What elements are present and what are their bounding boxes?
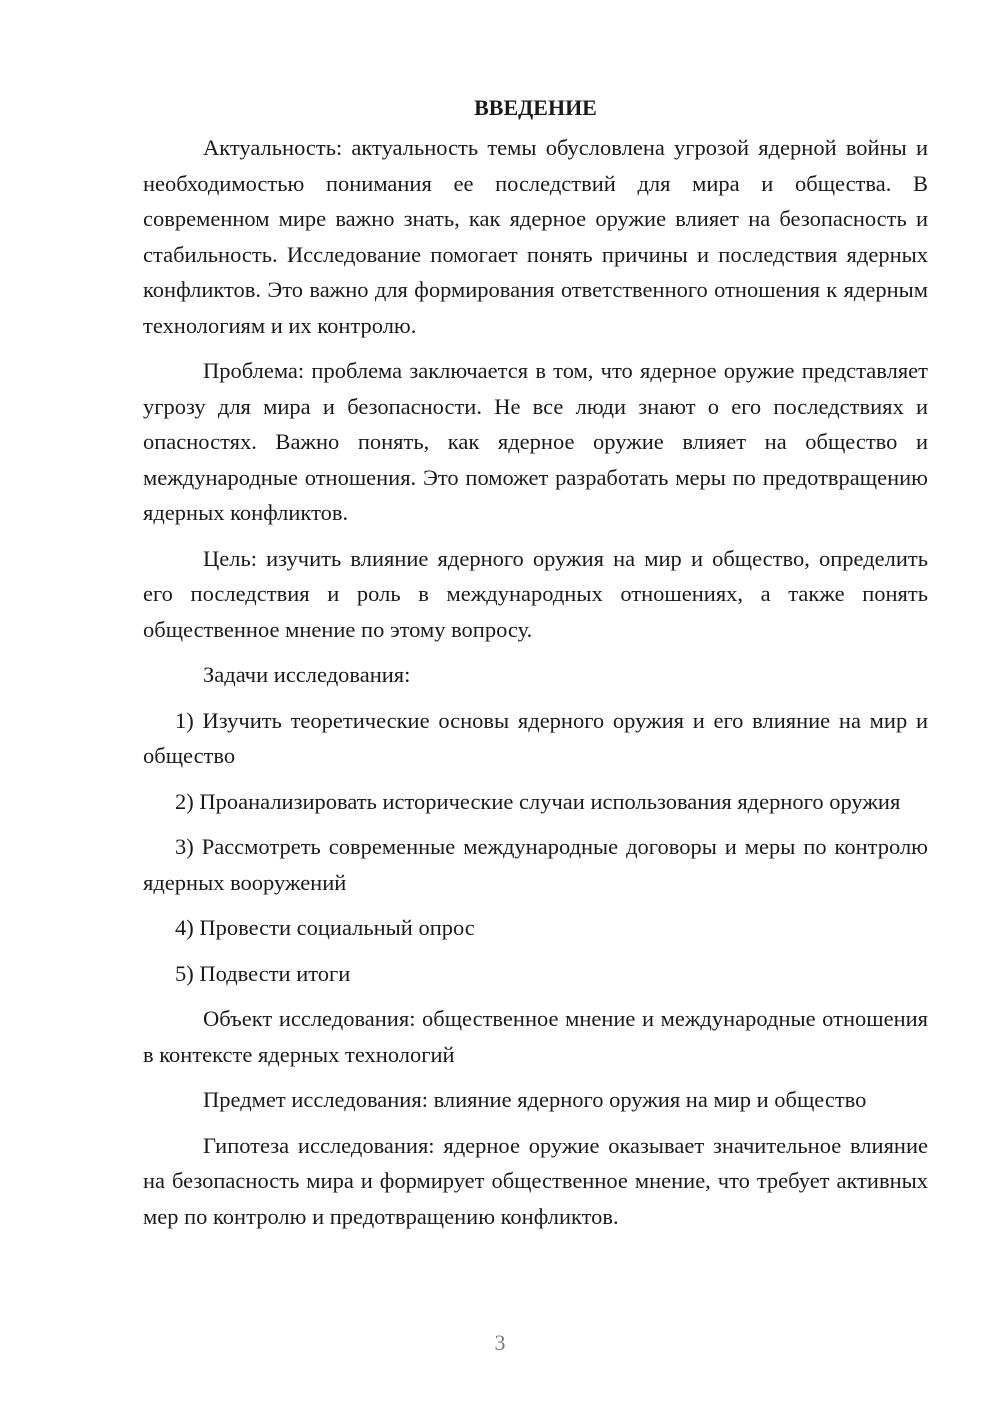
paragraph-hypothesis: Гипотеза исследования: ядерное оружие оказывает значительное влияние на безопасность мира и формирует общественное мнение, что требует активных мер по контролю и предотвращению конфликтов. xyxy=(143,1132,928,1229)
paragraph-relevance: Актуальность: актуальность темы обусловлена угрозой ядерной войны и необходимостью понимания ее последствий для мира и общества. В современном мире важно знать, как ядерное оружие влияет на безопасность и стабильность. Исследование помогает понять причины и последствия ядерных конфликтов. Это важно для формирования ответственного отношения к ядерным технологиям и их контролю. xyxy=(143,135,928,338)
paragraph-goal: Цель: изучить влияние ядерного оружия на мир и общество, определить его последствия и роль в международных отношениях, а также понять общественное мнение по этому вопросу. xyxy=(143,545,928,642)
paragraph-object: Объект исследования: общественное мнение и международные отношения в контексте ядерных технологий xyxy=(143,1006,928,1067)
section-title: ВВЕДЕНИЕ xyxy=(474,95,597,120)
task-item: 4) Провести социальный опрос xyxy=(175,915,475,940)
task-item: 5) Подвести итоги xyxy=(175,960,351,986)
task-item: 2) Проанализировать исторические случаи использования ядерного оружия xyxy=(175,788,901,814)
tasks-heading: Задачи исследования: xyxy=(203,662,411,687)
task-item: 3) Рассмотреть современные международные договоры и меры по контролю ядерных вооружений xyxy=(143,834,928,895)
document-page xyxy=(143,90,928,1244)
task-item: 1) Изучить теоретические основы ядерного оружия и его влияние на мир и общество xyxy=(143,707,928,768)
paragraph-problem: Проблема: проблема заключается в том, что ядерное оружие представляет угрозу для мира и безопасности. Не все люди знают о его последствиях и опасностях. Важно понять, как ядерное оружие влияет на общество и международные отношения. Это поможет разработать меры по предотвращению ядерных конфликтов. xyxy=(143,358,928,525)
page-number: 3 xyxy=(494,1330,506,1355)
paragraph-subject: Предмет исследования: влияние ядерного оружия на мир и общество xyxy=(203,1087,867,1112)
